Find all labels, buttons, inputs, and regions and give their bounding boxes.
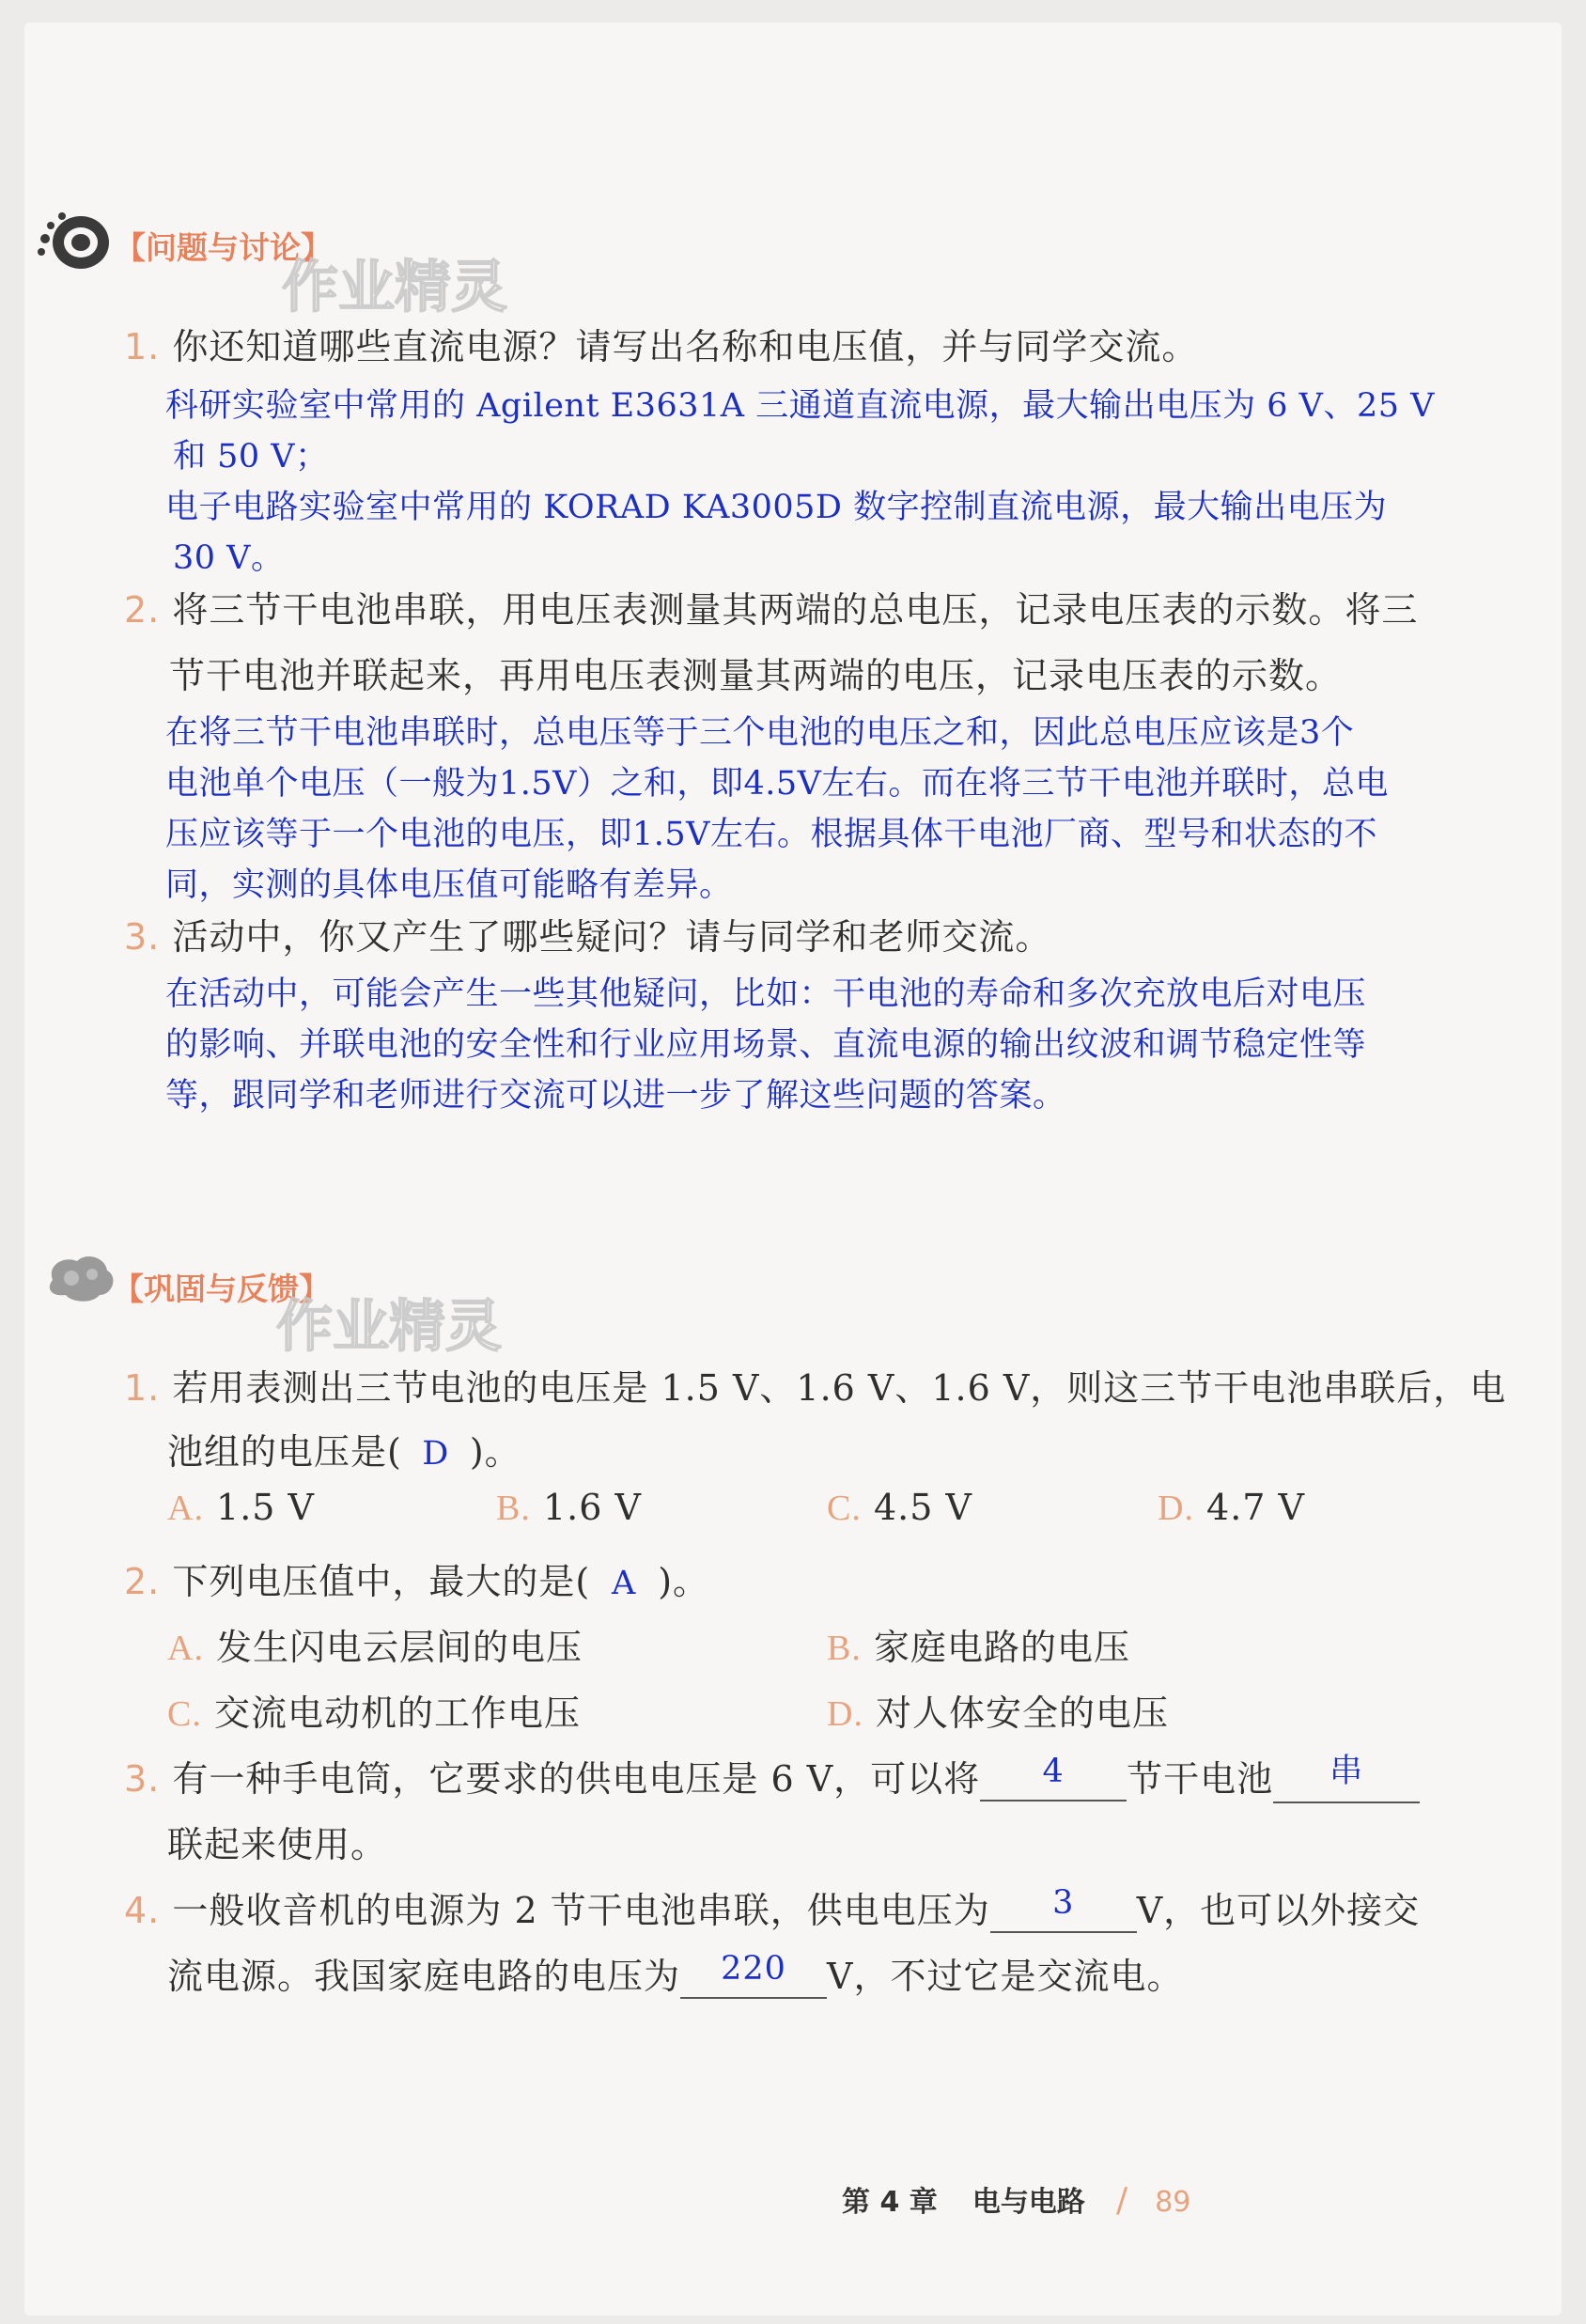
feedback-question-3: 3. 有一种手电筒，它要求的供电电压是 6 V，可以将 4 节干电池 串 bbox=[124, 1750, 1420, 1803]
question-2-line2: 节干电池并联起来，再用电压表测量其两端的电压，记录电压表的示数。 bbox=[169, 655, 1343, 696]
fill-blank: 3 bbox=[990, 1890, 1137, 1933]
feedback-question-1: 1. 若用表测出三节电池的电压是 1.5 V、1.6 V、1.6 V，则这三节干电池串联后，电 bbox=[124, 1367, 1507, 1409]
fill-blank: 4 bbox=[980, 1758, 1127, 1801]
answer-line: 在将三节干电池串联时，总电压等于三个电池的电压之和，因此总电压应该是3个 bbox=[165, 714, 1355, 752]
answer-line: 在活动中，可能会产生一些其他疑问，比如：干电池的寿命和多次充放电后对电压 bbox=[165, 975, 1367, 1013]
option-a: A. 发生闪电云层间的电压 bbox=[167, 1627, 583, 1668]
option-d: D. 4.7 V bbox=[1158, 1487, 1306, 1528]
question-1: 1. 你还知道哪些直流电源？请写出名称和电压值，并与同学交流。 bbox=[124, 326, 1199, 367]
answer-line: 和 50 V； bbox=[173, 438, 329, 476]
watermark: 作业精灵 bbox=[282, 255, 507, 320]
option-c: C. 4.5 V bbox=[827, 1487, 972, 1528]
chapter-number: 第 4 章 bbox=[842, 2186, 938, 2219]
feedback-question-4: 4. 一般收音机的电源为 2 节干电池串联，供电电压为 3 V，也可以外接交 bbox=[124, 1884, 1421, 1931]
footer-separator: / bbox=[1115, 2181, 1128, 2220]
answer-line: 压应该等于一个电池的电压，即1.5V左右。根据具体干电池厂商、型号和状态的不 bbox=[165, 816, 1377, 853]
section-title-discussion: 【问题与讨论】 bbox=[115, 229, 332, 266]
feedback-question-3-line2: 联起来使用。 bbox=[167, 1824, 388, 1865]
answer-choice: A bbox=[612, 1565, 637, 1602]
discussion-icon bbox=[36, 211, 115, 273]
answer-line: 30 V。 bbox=[173, 539, 285, 577]
fill-blank: 220 bbox=[680, 1956, 827, 1999]
answer-line: 的影响、并联电池的安全性和行业应用场景、直流电源的输出纹波和调节稳定性等 bbox=[165, 1026, 1367, 1064]
option-b: B. 1.6 V bbox=[496, 1487, 642, 1528]
option-d: D. 对人体安全的电压 bbox=[827, 1692, 1170, 1734]
answer-line: 电子电路实验室中常用的 KORAD KA3005D 数字控制直流电源，最大输出电压为 bbox=[165, 489, 1388, 526]
option-c: C. 交流电动机的工作电压 bbox=[167, 1692, 581, 1734]
question-2: 2. 将三节干电池串联，用电压表测量其两端的总电压，记录电压表的示数。将三 bbox=[124, 589, 1419, 631]
answer-choice: D bbox=[422, 1435, 450, 1473]
chapter-title: 电与电路 bbox=[972, 2186, 1085, 2219]
option-b: B. 家庭电路的电压 bbox=[827, 1627, 1130, 1668]
page-footer bbox=[842, 2178, 1190, 2220]
splash-icon bbox=[43, 1252, 117, 1304]
watermark: 作业精灵 bbox=[276, 1294, 502, 1360]
answer-line: 科研实验室中常用的 Agilent E3631A 三通道直流电源，最大输出电压为 6 V、25 V bbox=[165, 387, 1435, 425]
feedback-question-1-line2: 池组的电压是( D )。 bbox=[167, 1431, 521, 1473]
section-title-feedback: 【巩固与反馈】 bbox=[113, 1271, 330, 1307]
page-number: 89 bbox=[1155, 2186, 1191, 2219]
feedback-question-2: 2. 下列电压值中，最大的是( A )。 bbox=[124, 1561, 710, 1602]
fill-blank: 串 bbox=[1273, 1755, 1420, 1803]
answer-line: 等，跟同学和老师进行交流可以进一步了解这些问题的答案。 bbox=[165, 1077, 1066, 1115]
feedback-question-4-line2: 流电源。我国家庭电路的电压为 220 V，不过它是交流电。 bbox=[167, 1950, 1184, 1997]
answer-line: 同，实测的具体电压值可能略有差异。 bbox=[165, 866, 733, 904]
option-a: A. 1.5 V bbox=[167, 1487, 316, 1528]
answer-line: 电池单个电压（一般为1.5V）之和，即4.5V左右。而在将三节干电池并联时，总电 bbox=[165, 765, 1389, 803]
question-3: 3. 活动中，你又产生了哪些疑问？请与同学和老师交流。 bbox=[124, 916, 1052, 958]
